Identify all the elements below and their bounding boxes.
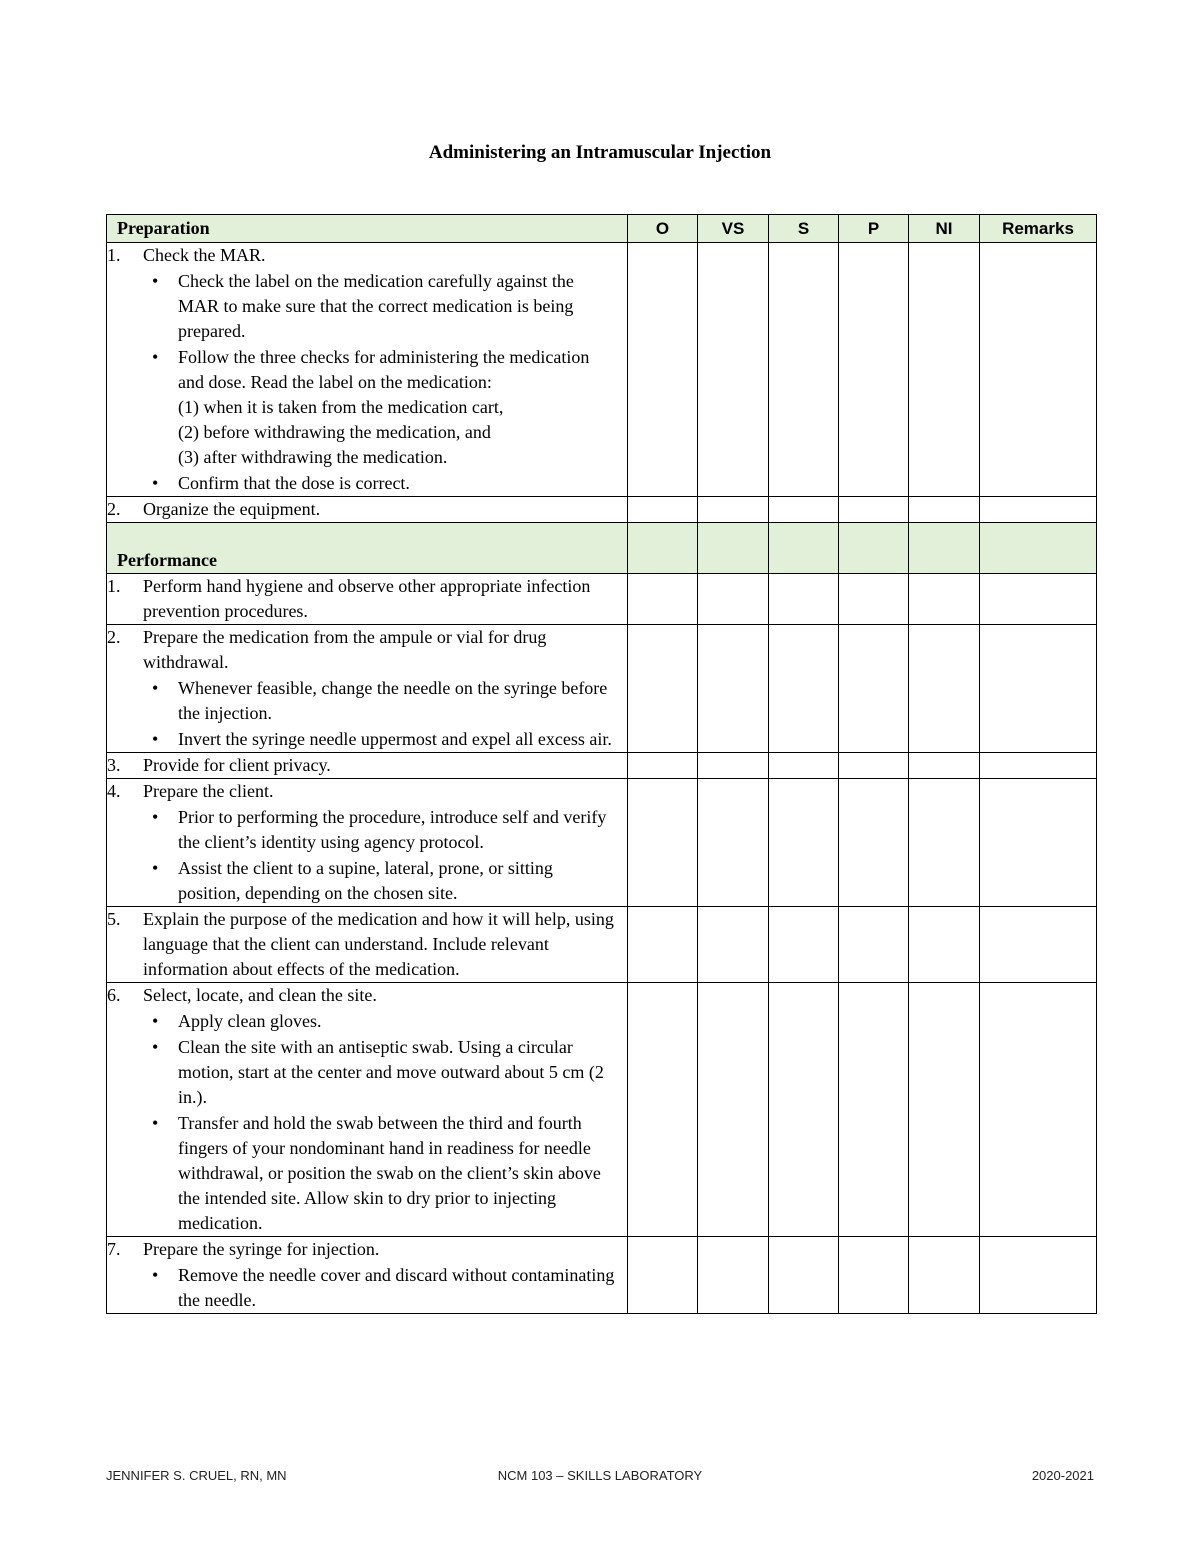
rating-cell[interactable] [909, 625, 980, 753]
step-cell [107, 1237, 628, 1314]
rating-cell[interactable] [909, 497, 980, 523]
page-title: Administering an Intramuscular Injection [428, 142, 772, 163]
rating-cell[interactable] [909, 574, 980, 625]
rating-cell[interactable] [628, 753, 698, 779]
step-number: 1. [107, 245, 121, 265]
rating-cell[interactable] [839, 625, 909, 753]
col-header-p: P [839, 215, 909, 243]
skills-checklist-table [106, 214, 1097, 1314]
rating-cell[interactable] [698, 1237, 769, 1314]
rating-cell[interactable] [839, 779, 909, 907]
table-header-row [107, 215, 1097, 243]
rating-cell[interactable] [628, 625, 698, 753]
rating-cell[interactable] [698, 983, 769, 1237]
rating-cell[interactable] [909, 983, 980, 1237]
list-item: • Follow the three checks for administering the medication and dose. Read the label on the medication: (1) when it is taken from the medication cart, (2) before withdrawing the medication, and (3) after withdrawing the medication. [107, 345, 627, 470]
step-number: 7. [107, 1239, 121, 1259]
section-header-row [107, 523, 1097, 574]
bullet-list [107, 676, 627, 752]
list-item: • Prior to performing the procedure, introduce self and verify the client’s identity using agency protocol. [107, 805, 627, 855]
rating-cell[interactable] [769, 574, 839, 625]
remarks-cell[interactable] [980, 625, 1097, 753]
remarks-cell[interactable] [980, 1237, 1097, 1314]
rating-cell[interactable] [769, 243, 839, 497]
rating-cell[interactable] [698, 907, 769, 983]
step-number: 2. [107, 499, 121, 519]
table-row [107, 243, 1097, 497]
table-row [107, 497, 1097, 523]
col-header-preparation: Preparation [107, 215, 628, 243]
rating-cell[interactable] [839, 907, 909, 983]
rating-cell[interactable] [628, 907, 698, 983]
rating-cell[interactable] [839, 574, 909, 625]
step-number: 2. [107, 627, 121, 647]
rating-cell[interactable] [909, 907, 980, 983]
step-cell [107, 753, 628, 779]
rating-cell[interactable] [769, 1237, 839, 1314]
rating-cell[interactable] [769, 753, 839, 779]
remarks-cell[interactable] [980, 779, 1097, 907]
sub-item: (1) when it is taken from the medication cart, [178, 397, 504, 417]
step-cell [107, 907, 628, 983]
step-text: Check the MAR. [143, 245, 266, 265]
rating-cell[interactable] [839, 753, 909, 779]
col-header-ni: NI [909, 215, 980, 243]
rating-cell[interactable] [628, 497, 698, 523]
list-item: • Remove the needle cover and discard without contaminating the needle. [107, 1263, 627, 1313]
table-row [107, 574, 1097, 625]
bullet-list [107, 1263, 627, 1313]
step-cell [107, 243, 628, 497]
step-cell [107, 983, 628, 1237]
step-number: 4. [107, 781, 121, 801]
table-row [107, 779, 1097, 907]
rating-cell[interactable] [839, 497, 909, 523]
rating-cell[interactable] [628, 983, 698, 1237]
footer-author: JENNIFER S. CRUEL, RN, MN [106, 1468, 287, 1483]
remarks-cell[interactable] [980, 753, 1097, 779]
remarks-cell[interactable] [980, 983, 1097, 1237]
rating-cell[interactable] [909, 753, 980, 779]
col-header-remarks: Remarks [980, 215, 1097, 243]
list-item: • Confirm that the dose is correct. [107, 471, 627, 496]
rating-cell[interactable] [909, 779, 980, 907]
list-item: • Apply clean gloves. [107, 1009, 627, 1034]
step-cell [107, 779, 628, 907]
table-row [107, 1237, 1097, 1314]
remarks-cell[interactable] [980, 497, 1097, 523]
footer-course: NCM 103 – SKILLS LABORATORY [497, 1468, 703, 1483]
rating-cell[interactable] [769, 907, 839, 983]
step-text: Perform hand hygiene and observe other appropriate infection prevention procedures. [143, 576, 591, 621]
list-item: • Clean the site with an antiseptic swab. Using a circular motion, start at the center and move outward about 5 cm (2 in.). [107, 1035, 627, 1110]
step-text: Explain the purpose of the medication and how it will help, using language that the client can understand. Include relevant information about effects of the medication. [143, 909, 614, 979]
step-text: Select, locate, and clean the site. [143, 985, 377, 1005]
bullet-list [107, 1009, 627, 1236]
rating-cell[interactable] [769, 497, 839, 523]
step-number: 5. [107, 909, 121, 929]
remarks-cell[interactable] [980, 243, 1097, 497]
step-text: Prepare the medication from the ampule or vial for drug withdrawal. [143, 627, 547, 672]
col-header-vs: VS [698, 215, 769, 243]
rating-cell[interactable] [909, 1237, 980, 1314]
rating-cell[interactable] [628, 243, 698, 497]
col-header-o: O [628, 215, 698, 243]
remarks-cell[interactable] [980, 907, 1097, 983]
remarks-cell[interactable] [980, 574, 1097, 625]
bullet-list [107, 269, 627, 496]
rating-cell[interactable] [698, 243, 769, 497]
list-item: • Transfer and hold the swab between the third and fourth fingers of your nondominant hand in readiness for needle withdrawal, or position the swab on the client’s skin above the intended site. Allow skin to dry prior to injecting medication. [107, 1111, 627, 1236]
step-cell [107, 625, 628, 753]
step-cell [107, 574, 628, 625]
rating-cell[interactable] [698, 497, 769, 523]
rating-cell[interactable] [769, 779, 839, 907]
rating-cell[interactable] [839, 1237, 909, 1314]
col-header-s: S [769, 215, 839, 243]
step-number: 1. [107, 576, 121, 596]
rating-cell[interactable] [698, 753, 769, 779]
step-text: Prepare the client. [143, 781, 274, 801]
rating-cell[interactable] [769, 983, 839, 1237]
rating-cell[interactable] [769, 625, 839, 753]
rating-cell[interactable] [698, 574, 769, 625]
footer-year: 2020-2021 [1031, 1468, 1094, 1483]
rating-cell[interactable] [698, 779, 769, 907]
rating-cell[interactable] [909, 243, 980, 497]
rating-cell[interactable] [628, 1237, 698, 1314]
step-text: Provide for client privacy. [143, 755, 331, 775]
rating-cell[interactable] [628, 779, 698, 907]
table-row [107, 983, 1097, 1237]
table-row [107, 753, 1097, 779]
rating-cell[interactable] [839, 983, 909, 1237]
list-item: • Invert the syringe needle uppermost and expel all excess air. [107, 727, 627, 752]
table-row [107, 907, 1097, 983]
step-text: Prepare the syringe for injection. [143, 1239, 380, 1259]
rating-cell[interactable] [839, 243, 909, 497]
list-item: • Check the label on the medication carefully against the MAR to make sure that the correct medication is being prepared. [107, 269, 627, 344]
rating-cell[interactable] [628, 574, 698, 625]
step-text: Organize the equipment. [143, 499, 321, 519]
list-item: • Assist the client to a supine, lateral, prone, or sitting position, depending on the chosen site. [107, 856, 627, 906]
list-item: • Whenever feasible, change the needle on the syringe before the injection. [107, 676, 627, 726]
rating-cell[interactable] [698, 625, 769, 753]
step-number: 6. [107, 985, 121, 1005]
table-row [107, 625, 1097, 753]
section-title: Performance [107, 523, 628, 574]
sub-item: (3) after withdrawing the medication. [178, 447, 448, 467]
sub-item: (2) before withdrawing the medication, and [178, 422, 491, 442]
bullet-list [107, 805, 627, 906]
step-number: 3. [107, 755, 121, 775]
step-cell [107, 497, 628, 523]
